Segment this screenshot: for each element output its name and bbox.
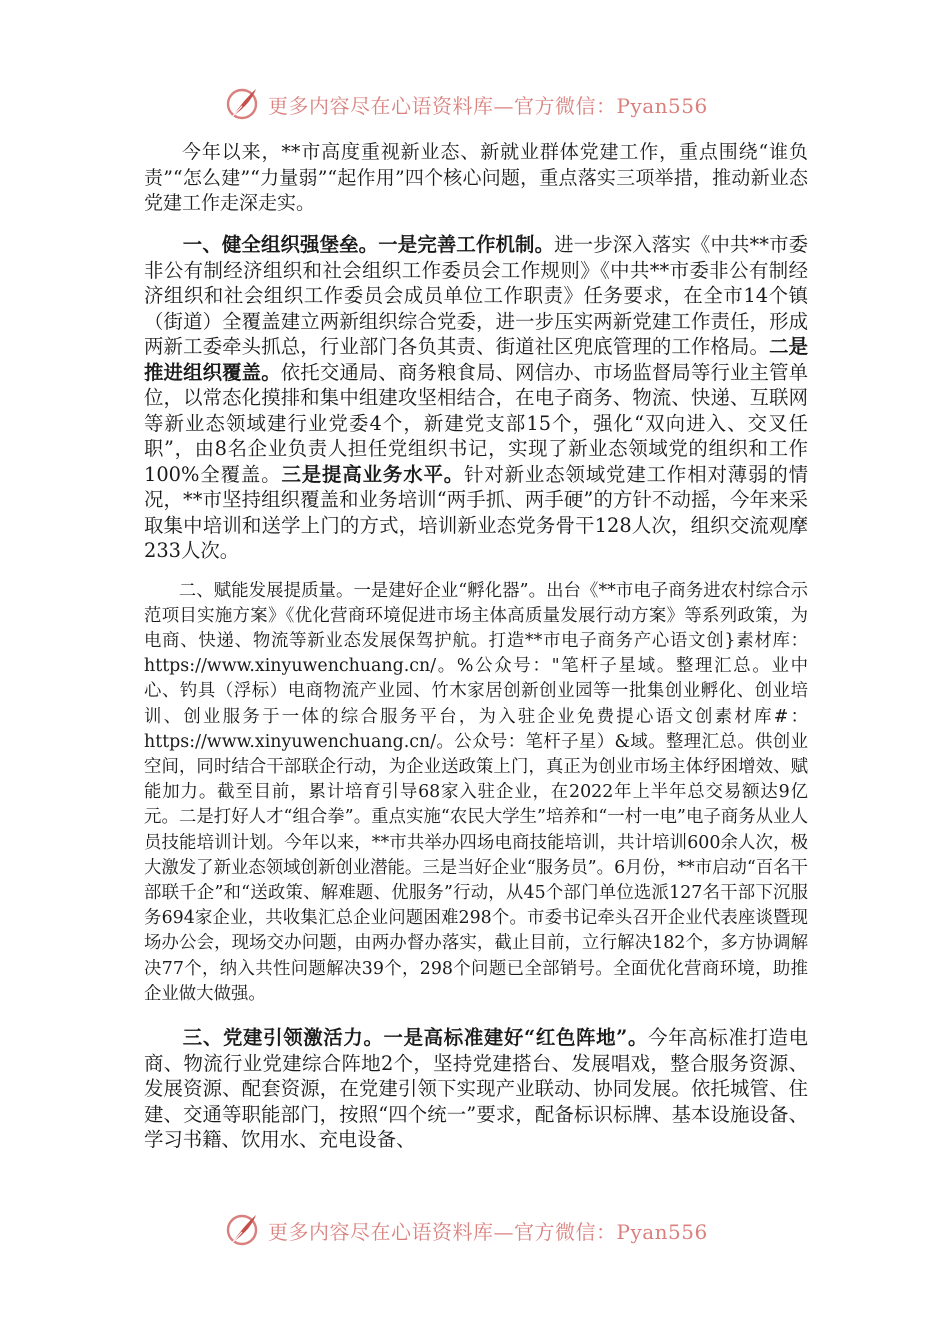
section-3-text: 今年高标准打造电商、物流行业党建综合阵地2个，坚持党建搭台、发展唱戏，整合服务资源、发展资源、配套资源，在党建引领下实现产业联动、协同发展。依托城管、住建、交通等职能部门，按照“四个统一”要求，配备标识标牌、基本设施设备、学习书籍、饮用水、充电设备、 [144,1026,808,1152]
quill-logo-icon [222,84,262,124]
paragraph-section-1 [144,232,808,564]
section-1-heading: 一、健全组织强堡垒。 [182,233,379,257]
quill-logo-icon [222,1210,262,1250]
section-1-subheading-2: 二是推进组织覆盖。 [144,335,809,384]
watermark-text: 更多内容尽在心语资料库—官方微信：Pyan556 [268,93,708,118]
section-1-subheading-1: 一是完善工作机制。 [378,233,555,257]
watermark-text: 更多内容尽在心语资料库—官方微信：Pyan556 [268,1219,708,1244]
paragraph-section-3 [144,1025,808,1153]
section-1-text-3: 针对新业态领域党建工作相对薄弱的情况，**市坚持组织覆盖和业务培训“两手抓、两手硬”的方针不动摇，今年来采取集中培训和送学上门的方式，培训新业态党务骨干128人次，组织交流观摩233人次。 [144,462,809,563]
section-1-subheading-3: 三是提高业务水平。 [281,462,465,486]
section-3-heading: 三、党建引领激活力。一是高标准建好“红色阵地”。 [182,1026,649,1050]
watermark-banner-top [222,84,742,124]
paragraph-section-2: 二、赋能发展提质量。一是建好企业“孵化器”。出台《**市电子商务进农村综合示范项目实施方案》《优化营商环境促进市场主体高质量发展行动方案》等系列政策，为电商、快递、物流等新业态发展保驾护航。打造**市电子商务产心语文创}素材库：https://www.xinyuwenchuang.cn/。%公众号："笔杆子星域。整理汇总。业中心、钓具（浮标）电商物流产业园、竹木家居创新创业园等一批集创业孵化、创业培训、创业服务于一体的综合服务平台，为入驻企业免费提心语文创素材库#：https://www.xinyuwenchuang.cn/。公众号：笔杆子星）&域。整理汇总。供创业空间，同时结合干部联企行动，为企业送政策上门，真正为创业市场主体纾困增效、赋能加力。截至目前，累计培育引导68家入驻企业，在2022年上半年总交易额达9亿元。二是打好人才“组合拳”。重点实施“农民大学生”培养和“一村一电”电子商务从业人员技能培训计划。今年以来，**市共举办四场电商技能培训，共计培训600余人次，极大激发了新业态领域创新创业潜能。三是当好企业“服务员”。6月份，**市启动“百名干部联千企”和“送政策、解难题、优服务”行动，从45个部门单位选派127名干部下沉服务694家企业，共收集汇总企业问题困难298个。市委书记牵头召开企业代表座谈暨现场办公会，现场交办问题，由两办督办落实，截止目前，立行解决182个，多方协调解决77个，纳入共性问题解决39个，298个问题已全部销号。全面优化营商环境，助推企业做大做强。 [144,580,808,1004]
watermark-banner-bottom [222,1210,742,1250]
section-1-text-1: 进一步深入落实《中共**市委非公有制经济组织和社会组织工作委员会工作规则》《中共**市委非公有制经济组织和社会组织工作委员会成员单位工作职责》任务要求，在全市14个镇（街道）全覆盖建立两新组织综合党委，进一步压实两新党建工作责任，形成两新工委牵头抓总，行业部门各负其责、街道社区兜底管理的工作格局。 [144,233,809,359]
article-body [144,140,808,1153]
section-1-text-2: 依托交通局、商务粮食局、网信办、市场监督局等行业主管单位，以常态化摸排和集中组建攻坚相结合，在电子商务、物流、快递、互联网等新业态领域建行业党委4个，新建党支部15个，强化“双向进入、交叉任职”，由8名企业负责人担任党组织书记，实现了新业态领域党的组织和工作100%全覆盖。 [144,360,809,486]
paragraph-intro: 今年以来，**市高度重视新业态、新就业群体党建工作，重点围绕“谁负责”“怎么建”“力量弱”“起作用”四个核心问题，重点落实三项举措，推动新业态党建工作走深走实。 [144,141,808,215]
